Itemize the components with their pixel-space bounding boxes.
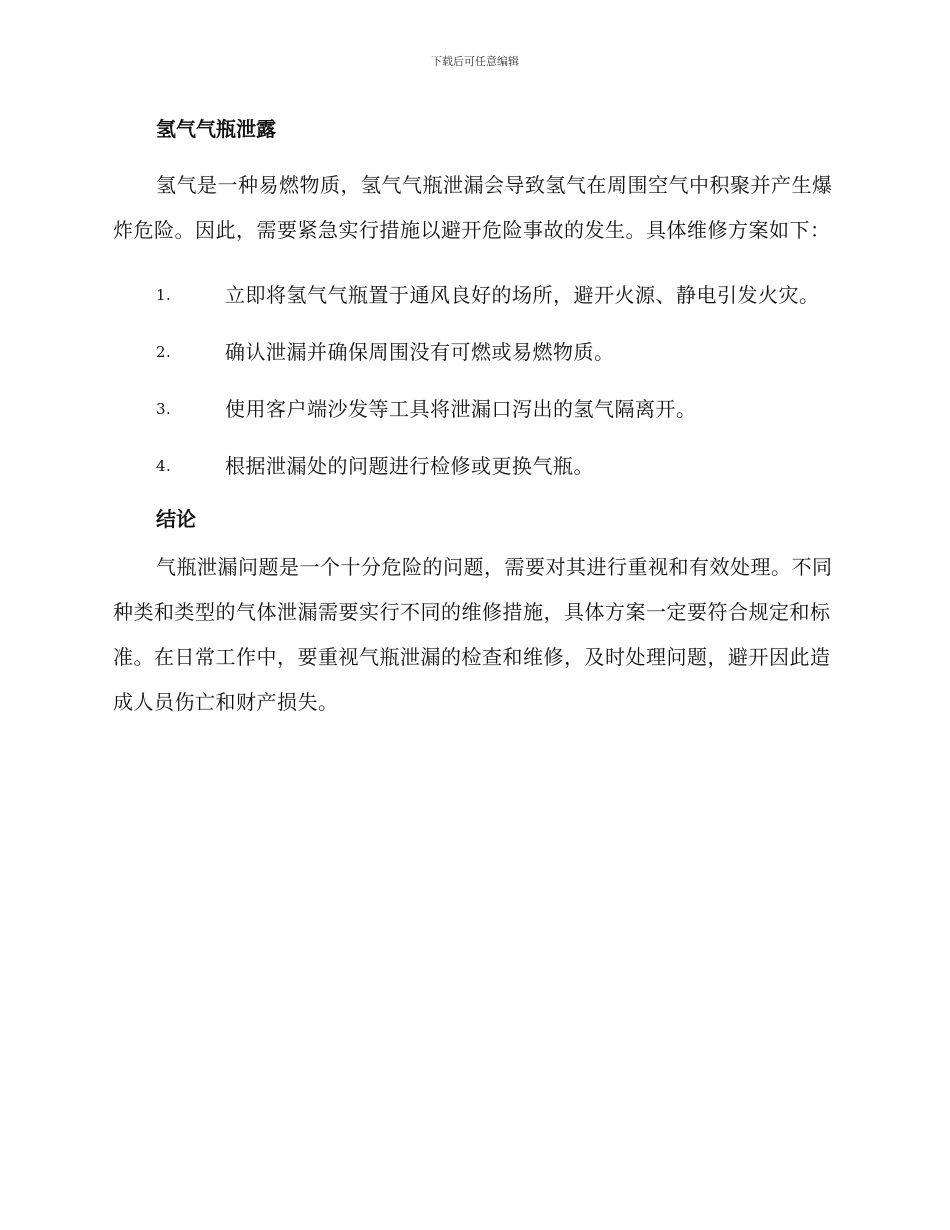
list-text: 使用客户端沙发等工具将泄漏口泻出的氢气隔离开。	[225, 397, 697, 421]
list-text: 立即将氢气气瓶置于通风良好的场所，避开火源、静电引发火灾。	[225, 283, 820, 307]
leak-intro-paragraph: 氢气是一种易燃物质，氢气气瓶泄漏会导致氢气在周围空气中积聚并产生爆炸危险。因此，需要紧急实行措施以避开危险事故的发生。具体维修方案如下：	[113, 173, 833, 242]
document-body	[113, 108, 833, 725]
list-item	[113, 438, 833, 495]
list-item	[113, 267, 833, 324]
section-title-conclusion: 结论	[156, 507, 196, 531]
list-item	[113, 324, 833, 381]
list-number: 4.	[156, 457, 172, 475]
section-title-leak: 氢气气瓶泄露	[156, 117, 276, 141]
repair-steps-list	[113, 267, 833, 495]
list-text: 根据泄漏处的问题进行检修或更换气瓶。	[225, 454, 594, 478]
list-number: 3.	[156, 400, 172, 418]
header-note: 下载后可任意编辑	[431, 55, 519, 68]
list-number: 1.	[156, 286, 172, 304]
list-item	[113, 381, 833, 438]
list-text: 确认泄漏并确保周围没有可燃或易燃物质。	[225, 340, 615, 364]
conclusion-paragraph: 气瓶泄漏问题是一个十分危险的问题，需要对其进行重视和有效处理。不同种类和类型的气体泄漏需要实行不同的维修措施，具体方案一定要符合规定和标准。在日常工作中，要重视气瓶泄漏的检查和维修，及时处理问题，避开因此造成人员伤亡和财产损失。	[113, 555, 833, 714]
list-number: 2.	[156, 343, 172, 361]
